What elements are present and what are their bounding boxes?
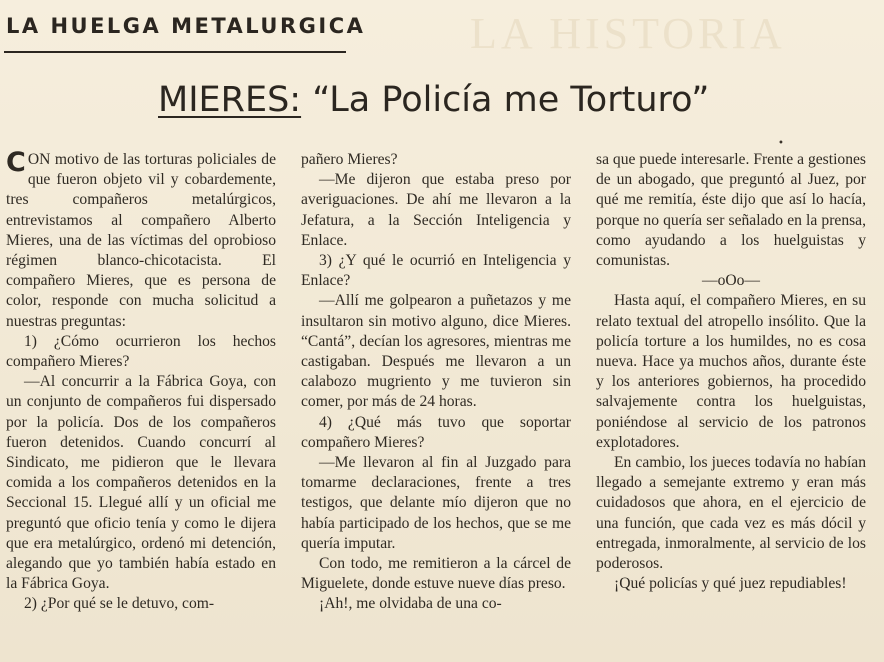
paragraph: Con todo, me remitieron a la cárcel de Miguelete, donde estuve nueve días preso. bbox=[301, 555, 571, 593]
paragraph: 1) ¿Cómo ocurrieron los hechos compañero Mieres? bbox=[6, 332, 276, 371]
article-column-2 bbox=[301, 150, 571, 615]
paragraph: ¡Ah!, me olvidaba de una co- bbox=[319, 595, 502, 613]
article-title bbox=[158, 80, 709, 120]
paragraph: ¡Qué policías y qué juez repudiables! bbox=[614, 575, 847, 593]
paragraph: 2) ¿Por qué se le detuvo, com- bbox=[24, 595, 215, 613]
bleed-through-heading: LA HISTORIA bbox=[470, 9, 786, 58]
drop-cap: C bbox=[6, 147, 26, 178]
paragraph: En cambio, los jueces todavía no habían llegado a semejante extremo y eran más cuidadosos que ahora, en el ejercicio de una función, que cada vez es más dócil y entregada, inmoralmente, al servicio de los poderosos. bbox=[596, 454, 866, 573]
paragraph: CON motivo de las torturas policiales de que fueron objeto vil y cobardemente, tres compañeros metalúrgicos, entrevistamos al compañero Alberto Mieres, una de las víctimas del oprobioso régimen blanco-chicotacista. El compañero Mieres, que es persona de color, responde con mucha solicitud a nuestras preguntas: bbox=[6, 147, 276, 330]
paragraph: 4) ¿Qué más tuvo que soportar compañero Mieres? bbox=[301, 413, 571, 451]
paragraph: 3) ¿Y qué le ocurrió en Inteligencia y Enlace? bbox=[301, 252, 571, 290]
article-column-3 bbox=[596, 150, 866, 594]
paragraph: —Me llevaron al fin al Juzgado para tomarme declaraciones, frente a tres testigos, que delante mío dijeron que no había participado de los hechos, que se me quería imputar. bbox=[301, 454, 571, 552]
paragraph: —Allí me golpearon a puñetazos y me insultaron sin motivo alguno, dice Mieres. “Cantá”, decían los agresores, mientras me castigaban. Después me llevaron a un calabozo mugriento y me tuvieron sin comer, por más de 24 horas. bbox=[301, 292, 571, 411]
title-location: MIERES: bbox=[158, 80, 302, 120]
header-rule bbox=[4, 51, 346, 53]
separator: —oOo— bbox=[701, 272, 761, 290]
paragraph: —Al concurrir a la Fábrica Goya, con un conjunto de compañeros fui dispersado por la policía. Dos de los compañeros fueron detenidos. Cuando concurrí al Sindicato, me pidieron que le llevara comida a los compañeros detenidos en la Seccional 15. Llegué allí y un oficial me preguntó que oficio tenía y como le dijera que era metalúrgico, ordenó mi detención, alegando que yo también había estado en la Fábrica Goya. bbox=[6, 373, 276, 593]
title-headline: “La Policía me Torturo” bbox=[312, 80, 710, 120]
paragraph: Hasta aquí, el compañero Mieres, en su relato textual del atropello insólito. Que la policía torture a los humildes, no es cosa nueva. Hace ya muchos años, durante éste y los anteriores gobiernos, ha procedido salvajemente contra los huelguistas, poniéndose al servicio de los patronos explotadores. bbox=[596, 292, 866, 451]
paragraph: —Me dijeron que estaba preso por averiguaciones. De ahí me llevaron a la Jefatura, a la Sección Inteligencia y Enlace. bbox=[301, 171, 571, 249]
print-mark: • bbox=[778, 138, 784, 149]
paragraph: sa que puede interesarle. Frente a gestiones de un abogado, que preguntó al Juez, por qué me remitía, éste dijo que así lo hacía, porque no quería ser señalado en la prensa, como ayudando a los huelguistas y comunistas. bbox=[596, 151, 866, 270]
section-header: LA HUELGA METALURGICA bbox=[6, 14, 366, 38]
paragraph: pañero Mieres? bbox=[301, 151, 398, 168]
article-column-1 bbox=[6, 147, 276, 615]
